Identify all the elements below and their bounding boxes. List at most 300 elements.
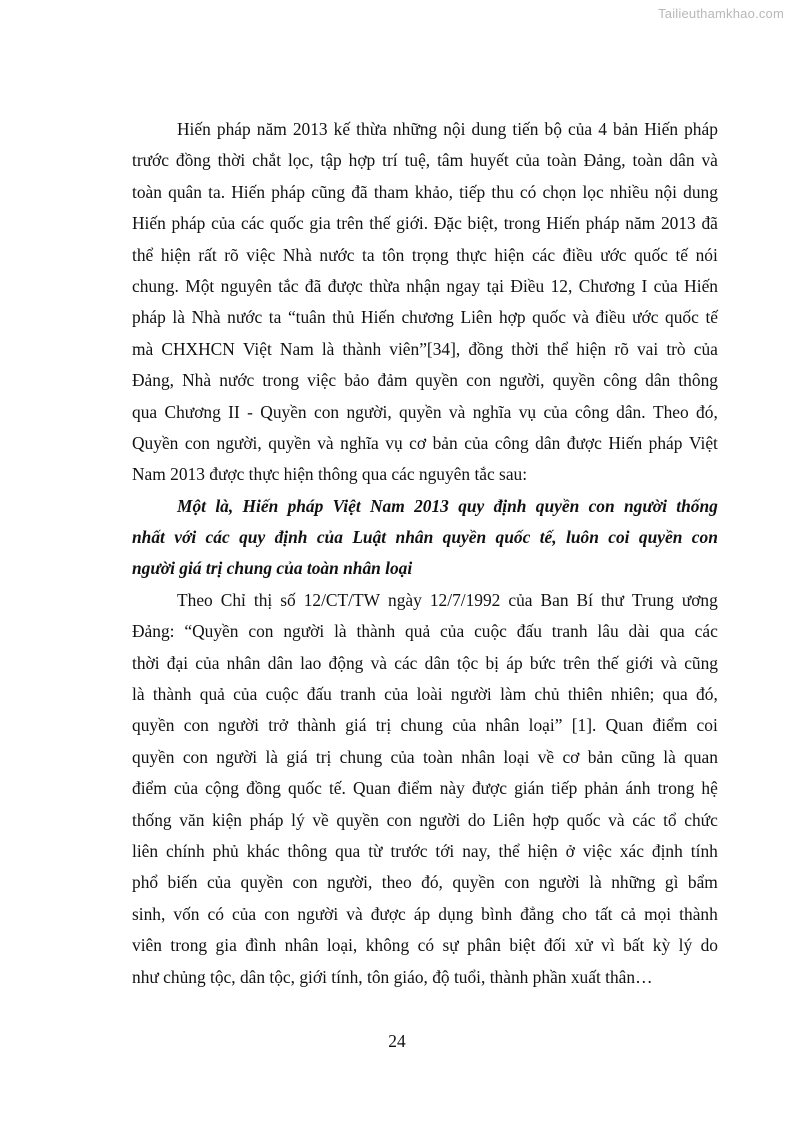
word: tắc (278, 275, 299, 296)
word: thống (132, 809, 172, 830)
text-line (132, 428, 718, 459)
word: nguyên (220, 275, 272, 296)
word: Việt (688, 432, 718, 453)
word: pháp (585, 213, 620, 234)
word: quyền (132, 746, 175, 767)
word: của (568, 119, 593, 139)
word: thành (679, 903, 718, 924)
word: ương (681, 589, 718, 610)
word: thiên (567, 684, 603, 705)
word: là (172, 307, 185, 328)
text-line (132, 773, 718, 804)
word: quy (239, 527, 266, 548)
word: con (466, 370, 492, 391)
word: rõ (614, 338, 629, 359)
word: cho (561, 903, 588, 924)
word: [1]. (571, 715, 597, 736)
word: quân (168, 181, 202, 202)
word: người (623, 495, 667, 516)
word: I (641, 275, 648, 296)
word: Theo (652, 401, 689, 422)
word: “Quyền (184, 621, 239, 642)
word: loại” (528, 715, 563, 736)
word: toàn (422, 746, 453, 767)
text-line (132, 397, 718, 428)
word: trị (375, 715, 392, 736)
word: Liên (460, 307, 493, 328)
section-heading (132, 491, 718, 585)
word: Điều (510, 275, 545, 296)
word: giá (286, 746, 308, 767)
word: Hiến (231, 181, 266, 202)
word: đó, (696, 401, 718, 422)
word: Hiến (242, 495, 279, 516)
word: kiện (212, 809, 243, 830)
word: cộng (205, 778, 239, 799)
word: các (394, 652, 418, 673)
word: - (247, 401, 253, 422)
word: cuộc (474, 621, 507, 642)
word: dung (471, 119, 507, 139)
word: định (651, 840, 683, 861)
word: bình (481, 903, 513, 924)
word: cơ (409, 432, 427, 453)
word: 2013 (660, 213, 696, 234)
word: trong (503, 213, 541, 234)
word: người (283, 621, 325, 642)
word: việc (246, 244, 276, 265)
word: gián (514, 778, 545, 799)
word: con (264, 903, 290, 924)
word: Trung (631, 589, 674, 610)
word: dung (683, 181, 718, 202)
word: trong (170, 935, 208, 956)
word: ta (361, 244, 375, 265)
word: công (574, 401, 609, 422)
paragraph-directive-12 (132, 585, 718, 993)
word: công (494, 432, 529, 453)
word: thành (297, 715, 336, 736)
word: tại (486, 275, 505, 296)
word: của (543, 401, 568, 422)
text-line (132, 365, 718, 396)
word: của (173, 778, 199, 799)
word: tiếp (551, 778, 578, 799)
text-line (132, 302, 718, 333)
word: tộc (456, 652, 479, 673)
word: biến (167, 872, 198, 893)
text-line (132, 710, 718, 741)
word: thể (498, 840, 520, 861)
word: người (216, 746, 258, 767)
word: bất (623, 935, 645, 956)
word: thư (600, 589, 624, 610)
word: động (328, 652, 364, 673)
word: trọng (411, 244, 449, 265)
word: 12, (550, 275, 573, 296)
word: lao (300, 652, 322, 673)
word: con (314, 401, 340, 422)
word: hiện (576, 338, 607, 359)
word: và (701, 150, 718, 171)
word: đó, (421, 872, 443, 893)
word: đã (351, 181, 368, 202)
word: dân (267, 652, 293, 673)
word: của (653, 275, 678, 296)
word: quy (458, 495, 485, 516)
word: lý (678, 935, 693, 956)
word: tế (675, 244, 689, 265)
word: sự (442, 935, 459, 956)
word: thành (342, 338, 382, 359)
word: Quan (605, 715, 644, 736)
text-line (132, 208, 718, 239)
heading-line: người giá trị chung của toàn nhân loại (132, 558, 413, 579)
word: con (588, 495, 615, 516)
word: sinh, (132, 903, 166, 924)
word: có (417, 935, 435, 956)
word: về (537, 746, 555, 767)
word: lý (291, 809, 305, 830)
word: coi (696, 715, 718, 736)
word: pháp (287, 495, 324, 516)
word: kỳ (652, 935, 671, 956)
word: Theo (177, 589, 213, 610)
word: người (218, 715, 259, 736)
word: việc (307, 370, 337, 391)
word: tế. (328, 778, 346, 799)
word: người, (499, 370, 545, 391)
word: xử (574, 935, 593, 956)
word: là (265, 746, 278, 767)
word: nghĩa (472, 401, 512, 422)
word: và (317, 432, 334, 453)
word: pháp (171, 213, 206, 234)
word: con (386, 809, 412, 830)
word: quốc (269, 213, 304, 234)
word: đình (245, 935, 277, 956)
word: Đảng, (132, 370, 175, 391)
word: có (519, 181, 537, 202)
word: phản (584, 778, 619, 799)
word: của (440, 621, 465, 642)
word: thời (511, 338, 539, 359)
word: người (450, 684, 492, 705)
word: khác (246, 840, 280, 861)
text-line (132, 930, 718, 961)
word: con (292, 872, 318, 893)
word: con (184, 432, 210, 453)
word: trở (268, 715, 289, 736)
word: thời (132, 652, 160, 673)
word: ánh (625, 778, 651, 799)
word: người (538, 872, 580, 893)
word: vốn (173, 903, 200, 924)
word: chắt (252, 150, 282, 171)
word: 4 (598, 119, 607, 139)
word: người, (327, 872, 373, 893)
word: tập (320, 150, 342, 171)
word: pháp (648, 432, 683, 453)
word: qua (662, 684, 688, 705)
word: cũng (621, 746, 655, 767)
word: mọi (644, 903, 672, 924)
word: tiến (512, 119, 539, 139)
word: gì (664, 872, 679, 893)
word: không (365, 935, 410, 956)
word: này (439, 778, 465, 799)
word: quyền (336, 809, 379, 830)
word: thừa (369, 275, 400, 296)
word: 2013 (414, 495, 449, 516)
word: quyền (452, 872, 495, 893)
word: là (334, 621, 347, 642)
word: của (464, 432, 489, 453)
word: có (207, 903, 224, 924)
word: qua (659, 621, 685, 642)
word: lọc, (287, 150, 314, 171)
word: thành (356, 621, 396, 642)
word: nước (219, 370, 255, 391)
word: quốc (532, 307, 566, 328)
word: Đảng, (583, 150, 626, 171)
word: trên (336, 213, 364, 234)
word: được (370, 903, 406, 924)
word: những (611, 872, 656, 893)
word: là (663, 746, 676, 767)
word: Quan (352, 778, 391, 799)
word: trong (657, 778, 695, 799)
word: các (632, 809, 656, 830)
text-line (132, 271, 718, 302)
word: quyền (552, 370, 596, 391)
text-line (132, 679, 718, 710)
word: Hiến (644, 119, 679, 139)
word: định (274, 527, 308, 548)
word: toàn (132, 181, 162, 202)
word: quan (684, 746, 718, 767)
word: của (206, 872, 232, 893)
word: đồng (175, 150, 211, 171)
word: toàn (632, 150, 663, 171)
word: thông (287, 840, 328, 861)
word: Một (177, 495, 206, 516)
word: do (700, 935, 718, 956)
word: bức (529, 652, 556, 673)
word: Nhà (182, 370, 212, 391)
word: tranh (340, 684, 376, 705)
word: quyền (132, 715, 175, 736)
word: quyền (638, 527, 683, 548)
word: lọc (582, 181, 604, 202)
word: trị (315, 746, 332, 767)
word: tôn (382, 244, 405, 265)
word: dụng (438, 903, 474, 924)
heading-line (132, 522, 718, 553)
word: việc (582, 840, 612, 861)
word: quốc (634, 244, 668, 265)
word: mà (132, 338, 154, 359)
word: văn (179, 809, 205, 830)
word: thị (253, 589, 273, 610)
word: lâu (597, 621, 619, 642)
word: pháp (684, 119, 718, 139)
word: tới (435, 840, 455, 861)
text-line (132, 240, 718, 271)
word: dân (424, 652, 450, 673)
word: Nhà (191, 307, 221, 328)
word: là, (215, 495, 234, 516)
word: trong (262, 370, 300, 391)
word: từ (368, 840, 383, 861)
word: thực (456, 244, 487, 265)
word: nhất (132, 527, 165, 548)
word: chính (166, 840, 205, 861)
word: trí (382, 150, 398, 171)
word: vì (601, 935, 615, 956)
word: là (132, 684, 145, 705)
word: dài (628, 621, 650, 642)
word: Liên (492, 809, 525, 830)
word: bộ (544, 119, 562, 139)
word: của (232, 903, 257, 924)
word: bảo (344, 370, 370, 391)
text-line (132, 145, 718, 176)
word: và (370, 652, 387, 673)
word: chương (401, 307, 454, 328)
word: cũng (684, 652, 718, 673)
word: quyền (268, 432, 311, 453)
word: huyết (470, 150, 509, 171)
word: thông (678, 370, 718, 391)
word: Nam (279, 338, 314, 359)
word: dân (645, 370, 671, 391)
word: áp (413, 903, 431, 924)
word: khảo, (414, 181, 453, 202)
word: II (228, 401, 240, 422)
word: Chương (578, 275, 636, 296)
word: hiện (494, 244, 525, 265)
word: áp (506, 652, 523, 673)
word: của (452, 715, 477, 736)
word: trên (562, 652, 591, 673)
word: chung (339, 746, 383, 767)
word: Hiến (177, 119, 211, 139)
word: Quyền (132, 432, 179, 453)
word: bản (613, 119, 639, 139)
word: tâm (437, 150, 464, 171)
word: nghĩa (340, 432, 379, 453)
word: bản (432, 432, 458, 453)
word: của (195, 652, 220, 673)
word: thế (369, 213, 391, 234)
word: tham (373, 181, 409, 202)
page-number: 24 (388, 1031, 406, 1051)
word: chung. (132, 275, 179, 296)
word: đối (543, 935, 567, 956)
word: rõ (224, 244, 239, 265)
word: của (211, 213, 236, 234)
word: đấu (306, 684, 332, 705)
word: hiện (527, 840, 558, 861)
word: phổ (132, 872, 159, 893)
word: được (327, 275, 363, 296)
word: điểm (397, 778, 433, 799)
word: và (448, 401, 466, 422)
word: của (390, 746, 415, 767)
word: làm (500, 684, 527, 705)
word: dân. (616, 401, 646, 422)
word: ở (565, 840, 575, 861)
word: ước (600, 244, 627, 265)
word: 12/7/1992 (429, 589, 501, 610)
text-line: Nam 2013 được thực hiện thông qua các nguyên tắc sau: (132, 464, 528, 485)
word: Đặc (433, 213, 462, 234)
word: con (691, 527, 718, 548)
word: bẩm (687, 872, 718, 893)
word: thủ (332, 307, 355, 328)
word: cũng (311, 181, 346, 202)
word: tiếp (459, 181, 486, 202)
word: những (392, 119, 438, 139)
word: các (531, 244, 556, 265)
word: phân (467, 935, 501, 956)
word: bản (587, 746, 613, 767)
word: quả (405, 621, 431, 642)
word: nhân (226, 652, 261, 673)
text-line: như chủng tộc, dân tộc, giới tính, tôn giáo, độ tuổi, thành phần xuất thân… (132, 966, 653, 987)
word: Nam (369, 495, 405, 516)
word: luôn (566, 527, 599, 548)
word: giới (625, 652, 654, 673)
word: nhân (284, 935, 319, 956)
word: đẳng (520, 903, 554, 924)
word: đã (701, 213, 718, 234)
word: Hiến (684, 275, 718, 296)
word: Việt (242, 338, 272, 359)
word: được (471, 778, 507, 799)
word: điều (562, 244, 593, 265)
word: tất (595, 903, 613, 924)
word: nhân (395, 527, 434, 548)
word: đại (166, 652, 189, 673)
word: hiện (160, 244, 191, 265)
word: quyền (240, 872, 284, 893)
word: Chương (164, 401, 221, 422)
word: cơ (562, 746, 580, 767)
word: tuệ, (404, 150, 431, 171)
word: thể (132, 244, 154, 265)
word: giá (345, 715, 367, 736)
word: nhiều (609, 181, 649, 202)
word: nội (443, 119, 466, 139)
word: qua (132, 401, 158, 422)
word: với (174, 527, 197, 548)
word: năm (256, 119, 287, 139)
text-line (132, 867, 718, 898)
word: thu (491, 181, 514, 202)
word: dân (669, 150, 695, 171)
word: đấu (516, 621, 542, 642)
word: Bí (576, 589, 593, 610)
word: và (660, 652, 677, 673)
word: pháp (271, 181, 306, 202)
word: gia (309, 213, 331, 234)
word: tranh (551, 621, 588, 642)
word: pháp (249, 809, 284, 830)
word: các (694, 621, 718, 642)
word: hợp (532, 809, 560, 830)
